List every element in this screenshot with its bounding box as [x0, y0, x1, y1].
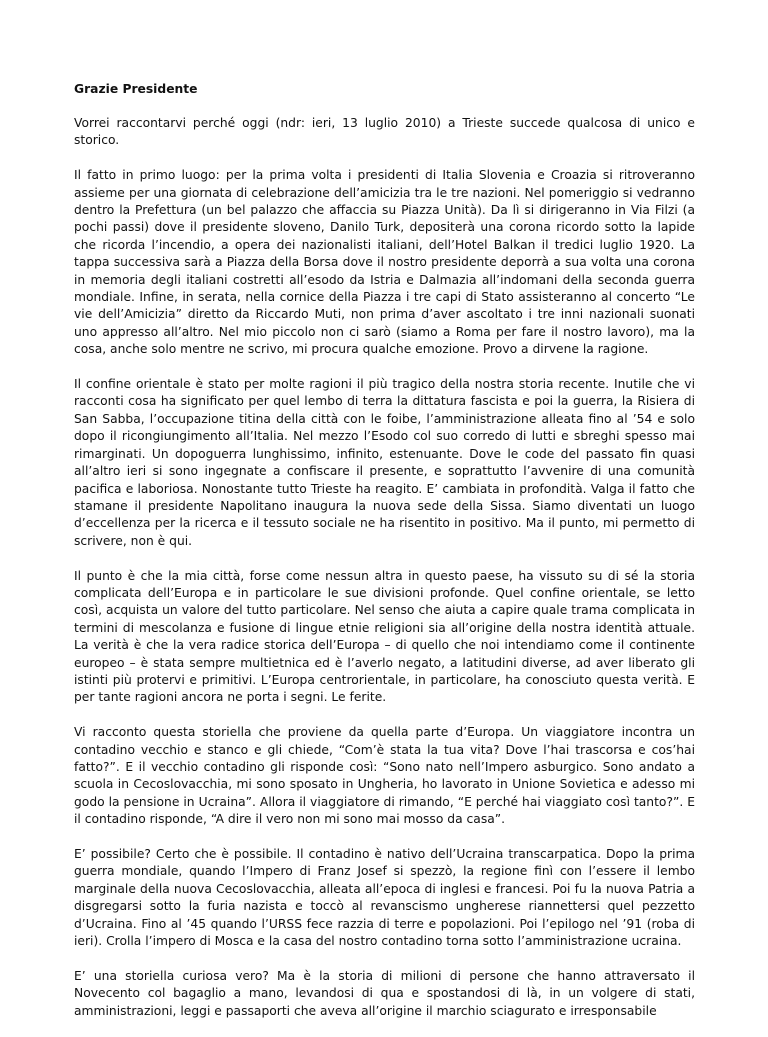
- paragraph-2: Il fatto in primo luogo: per la prima volta i presidenti di Italia Slovenia e Croazia si ritroveranno assieme per una giornata di celebrazione dell’amicizia tra le tre nazioni. Nel pomeriggio si vedranno dentro la Prefettura (un bel palazzo che affaccia su Piazza Unità). Da lì si dirigeranno in Via Filzi (a pochi passi) dove il presidente sloveno, Danilo Turk, depositerà una corona ricordo sotto la lapide che ricorda l’incendio, a opera dei nazionalisti italiani, dell’Hotel Balkan il tredici luglio 1920. La tappa successiva sarà a Piazza della Borsa dove il nostro presidente deporrà a sua volta una corona in memoria degli italiani costretti all’esodo da Istria e Dalmazia all’indomani della seconda guerra mondiale. Infine, in serata, nella cornice della Piazza i tre capi di Stato assisteranno al concerto “Le vie dell’Amicizia” diretto da Riccardo Muti, non prima d’aver ascoltato i tre inni nazionali suonati uno appresso all’altro. Nel mio piccolo non ci sarò (siamo a Roma per fare il nostro lavoro), ma la cosa, anche solo mentre ne scrivo, mi procura qualche emozione. Provo a dirvene la ragione.: [74, 168, 695, 357]
- paragraph-6: E’ possibile? Certo che è possibile. Il contadino è nativo dell’Ucraina transcarpatica. Dopo la prima guerra mondiale, quando l’Impero di Franz Josef si spezzò, la regione finì con l’essere il lembo marginale della nuova Cecoslovacchia, alleata all’epoca di inglesi e francesi. Poi fu la nuova Patria a disgregarsi sotto la furia nazista e toccò al revanscismo ungherese riannettersi quel pezzetto d’Ucraina. Fino al ’45 quando l’URSS fece razzia di terre e popolazioni. Poi l’epilogo nel ’91 (roba di ieri). Crolla l’impero di Mosca e la casa del nostro contadino torna sotto l’amministrazione ucraina.: [74, 846, 695, 949]
- paragraph-3: Il confine orientale è stato per molte ragioni il più tragico della nostra storia recente. Inutile che vi racconti cosa ha significato per quel lembo di terra la dittatura fascista e poi la guerra, la Risiera di San Sabba, l’occupazione titina della città con le foibe, l’amministrazione alleata fino al ’54 e solo dopo il ricongiungimento all’Italia. Nel mezzo l’Esodo col suo corredo di lutti e sbreghi spesso mai rimarginati. Un dopoguerra lunghissimo, infinito, estenuante. Dove le code del passato fin quasi all’altro ieri si sono ingegnate a confiscare il presente, e soprattutto l’avvenire di una comunità pacifica e laboriosa. Nonostante tutto Trieste ha reagito. E’ cambiata in profondità. Valga il fatto che stamane il presidente Napolitano inaugura la nuova sede della Sissa. Siamo diventati un luogo d’eccellenza per la ricerca e il tessuto sociale ne ha risentito in positivo. Ma il punto, mi permetto di scrivere, non è qui.: [74, 377, 695, 548]
- paragraph-7: E’ una storiella curiosa vero? Ma è la storia di milioni di persone che hanno attraversato il Novecento col bagaglio a mano, levandosi di qua e spostandosi di là, in un volgere di stati, amministrazioni, leggi e passaporti che aveva all’origine il marchio sciagurato e irresponsabile: [74, 968, 695, 1018]
- paragraph-1: Vorrei raccontarvi perché oggi (ndr: ieri, 13 luglio 2010) a Trieste succede qualcosa di unico e storico.: [74, 116, 695, 148]
- document-page: [74, 80, 695, 1037]
- paragraph-4: Il punto è che la mia città, forse come nessun altra in questo paese, ha vissuto su di sé la storia complicata dell’Europa e in particolare le sue divisioni profonde. Quel confine orientale, se letto così, acquista un valore del tutto particolare. Nel senso che aiuta a capire quale trama complicata in termini di mescolanza e fusione di lingue etnie religioni sia all’origine della nostra identità attuale. La verità è che la vera radice storica dell’Europa – di quello che noi intendiamo come il continente europeo – è stata sempre multietnica ed è l’averlo negato, a latitudini diverse, ad aver liberato gli istinti più protervi e primitivi. L’Europa centrorientale, in particolare, ha conosciuto questa verità. E per tante ragioni ancora ne porta i segni. Le ferite.: [74, 568, 695, 705]
- document-title: Grazie Presidente: [74, 82, 198, 96]
- paragraph-5: Vi racconto questa storiella che proviene da quella parte d’Europa. Un viaggiatore incontra un contadino vecchio e stanco e gli chiede, “Com’è stata la tua vita? Dove l’hai trascorsa e cos’hai fatto?”. E il vecchio contadino gli risponde così: “Sono nato nell’Impero asburgico. Sono andato a scuola in Cecoslovacchia, mi sono sposato in Ungheria, ho lavorato in Unione Sovietica e adesso mi godo la pensione in Ucraina”. Allora il viaggiatore di rimando, “E perché hai viaggiato così tanto?”. E il contadino risponde, “A dire il vero non mi sono mai mosso da casa”.: [74, 725, 695, 827]
